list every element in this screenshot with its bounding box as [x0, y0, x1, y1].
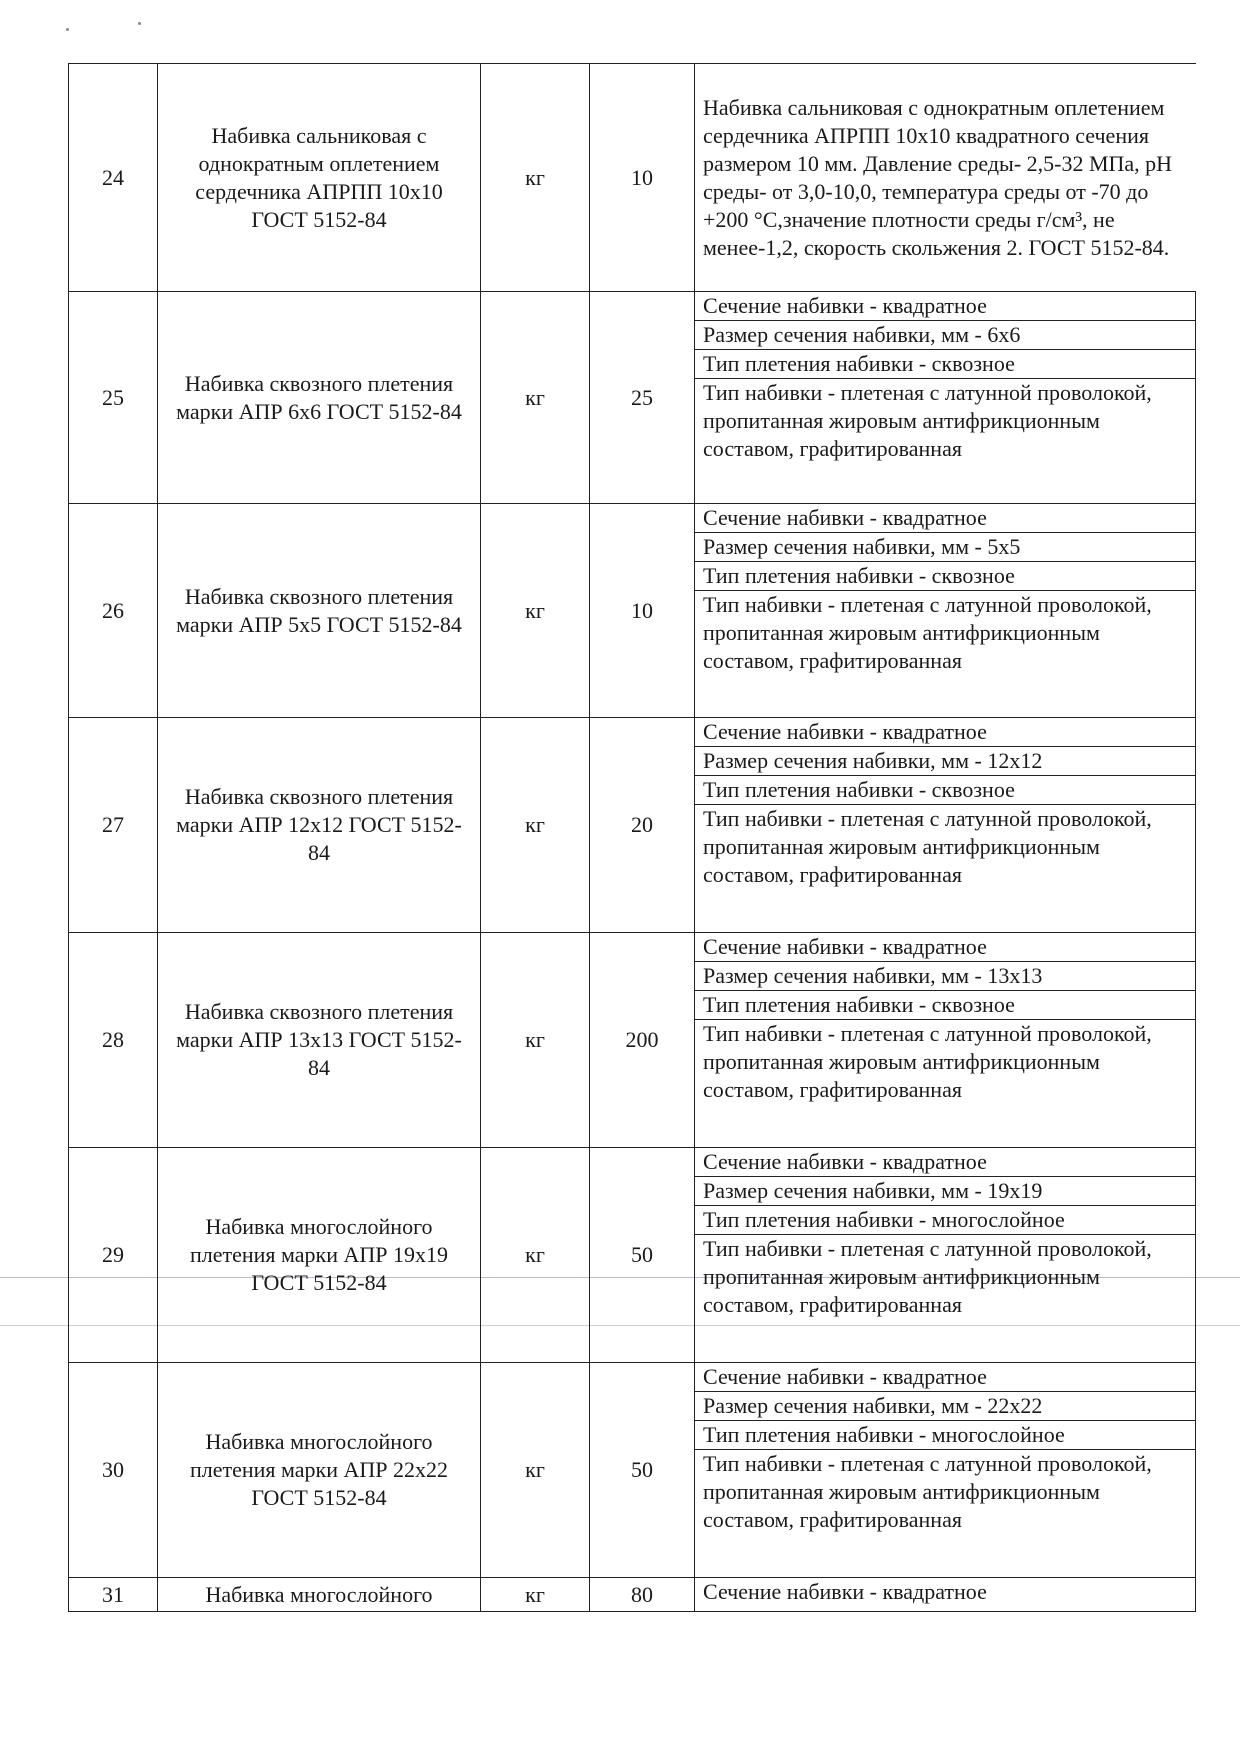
item-description	[695, 933, 1196, 1148]
description-attribute: Сечение набивки - квадратное	[695, 292, 1195, 321]
item-name: Набивка сквозного плетения марки АПР 6х6 ГОСТ 5152-84	[158, 292, 481, 504]
description-attribute: Тип плетения набивки - сквозное	[695, 350, 1195, 379]
item-name: Набивка сквозного плетения марки АПР 5х5 ГОСТ 5152-84	[158, 504, 481, 718]
item-name: Набивка сквозного плетения марки АПР 13х13 ГОСТ 5152-84	[158, 933, 481, 1148]
row-number: 25	[69, 292, 158, 504]
description-attribute: Сечение набивки - квадратное	[695, 504, 1195, 533]
row-number: 27	[69, 718, 158, 933]
description-attribute: Тип плетения набивки - многослойное	[695, 1421, 1195, 1450]
item-name: Набивка сквозного плетения марки АПР 12х12 ГОСТ 5152-84	[158, 718, 481, 933]
item-description	[695, 292, 1196, 504]
description-attribute: Тип плетения набивки - сквозное	[695, 991, 1195, 1020]
description-attribute: Размер сечения набивки, мм - 12х12	[695, 747, 1195, 776]
description-attribute: Тип набивки - плетеная с латунной проволокой, пропитанная жировым антифрикционным составом, графитированная	[703, 592, 1152, 673]
quantity: 80	[590, 1578, 695, 1612]
unit-of-measure: кг	[481, 1148, 590, 1363]
item-name: Набивка сальниковая с однократным оплетением сердечника АПРПП 10х10 ГОСТ 5152-84	[158, 64, 481, 292]
description-text: Набивка сальниковая с однократным оплетением сердечника АПРПП 10х10 квадратного сечения размером 10 мм. Давление среды- 2,5-32 МПа, pH среды- от 3,0-10,0, температура среды от -70 до +200 °C,значение плотности среды г/см³, не менее-1,2, скорость скольжения 2. ГОСТ 5152-84.	[703, 94, 1173, 260]
row-number: 31	[69, 1578, 158, 1612]
table-row	[69, 718, 1196, 933]
item-description	[695, 1578, 1196, 1612]
description-attribute: Тип набивки - плетеная с латунной проволокой, пропитанная жировым антифрикционным составом, графитированная	[703, 1021, 1152, 1102]
description-attribute: Размер сечения набивки, мм - 5х5	[695, 533, 1195, 562]
description-attribute: Тип набивки - плетеная с латунной проволокой, пропитанная жировым антифрикционным составом, графитированная	[703, 806, 1152, 887]
table-row	[69, 504, 1196, 718]
description-attribute: Тип плетения набивки - многослойное	[695, 1206, 1195, 1235]
description-attribute: Тип набивки - плетеная с латунной проволокой, пропитанная жировым антифрикционным составом, графитированная	[703, 1451, 1152, 1532]
unit-of-measure: кг	[481, 718, 590, 933]
table-row	[69, 933, 1196, 1148]
row-number: 28	[69, 933, 158, 1148]
row-number: 26	[69, 504, 158, 718]
description-attribute: Тип набивки - плетеная с латунной проволокой, пропитанная жировым антифрикционным составом, графитированная	[703, 380, 1152, 461]
quantity: 50	[590, 1148, 695, 1363]
quantity: 10	[590, 504, 695, 718]
row-number: 24	[69, 64, 158, 292]
unit-of-measure: кг	[481, 64, 590, 292]
table-row	[69, 64, 1196, 292]
description-attribute: Размер сечения набивки, мм - 22х22	[695, 1392, 1195, 1421]
specification-table	[68, 63, 1196, 1612]
item-description	[695, 64, 1196, 292]
unit-of-measure: кг	[481, 933, 590, 1148]
description-attribute: Сечение набивки - квадратное	[695, 1148, 1195, 1177]
item-description	[695, 1363, 1196, 1578]
quantity: 50	[590, 1363, 695, 1578]
description-attribute: Тип набивки - плетеная с латунной проволокой, пропитанная жировым антифрикционным составом, графитированная	[703, 1236, 1152, 1317]
quantity: 200	[590, 933, 695, 1148]
item-name: Набивка многослойного плетения марки АПР 22х22 ГОСТ 5152-84	[158, 1363, 481, 1578]
unit-of-measure: кг	[481, 292, 590, 504]
row-number: 29	[69, 1148, 158, 1363]
item-name: Набивка многослойного	[158, 1578, 481, 1612]
description-attribute: Сечение набивки - квадратное	[695, 933, 1195, 962]
description-attribute: Сечение набивки - квадратное	[695, 1363, 1195, 1392]
quantity: 25	[590, 292, 695, 504]
scan-speck	[138, 22, 141, 25]
item-name: Набивка многослойного плетения марки АПР 19х19 ГОСТ 5152-84	[158, 1148, 481, 1363]
description-attribute: Размер сечения набивки, мм - 19х19	[695, 1177, 1195, 1206]
item-description	[695, 504, 1196, 718]
description-attribute: Сечение набивки - квадратное	[695, 718, 1195, 747]
unit-of-measure: кг	[481, 1363, 590, 1578]
description-attribute: Размер сечения набивки, мм - 13х13	[695, 962, 1195, 991]
quantity: 20	[590, 718, 695, 933]
description-attribute: Тип плетения набивки - сквозное	[695, 562, 1195, 591]
item-description	[695, 718, 1196, 933]
description-attribute: Тип плетения набивки - сквозное	[695, 776, 1195, 805]
unit-of-measure: кг	[481, 504, 590, 718]
item-description	[695, 1148, 1196, 1363]
table-body	[69, 64, 1196, 1612]
quantity: 10	[590, 64, 695, 292]
description-attribute: Сечение набивки - квадратное	[703, 1579, 987, 1604]
description-attribute: Размер сечения набивки, мм - 6х6	[695, 321, 1195, 350]
table-row	[69, 1363, 1196, 1578]
table-row	[69, 1148, 1196, 1363]
unit-of-measure: кг	[481, 1578, 590, 1612]
row-number: 30	[69, 1363, 158, 1578]
scan-speck	[66, 28, 69, 31]
table-row	[69, 1578, 1196, 1612]
table-row	[69, 292, 1196, 504]
